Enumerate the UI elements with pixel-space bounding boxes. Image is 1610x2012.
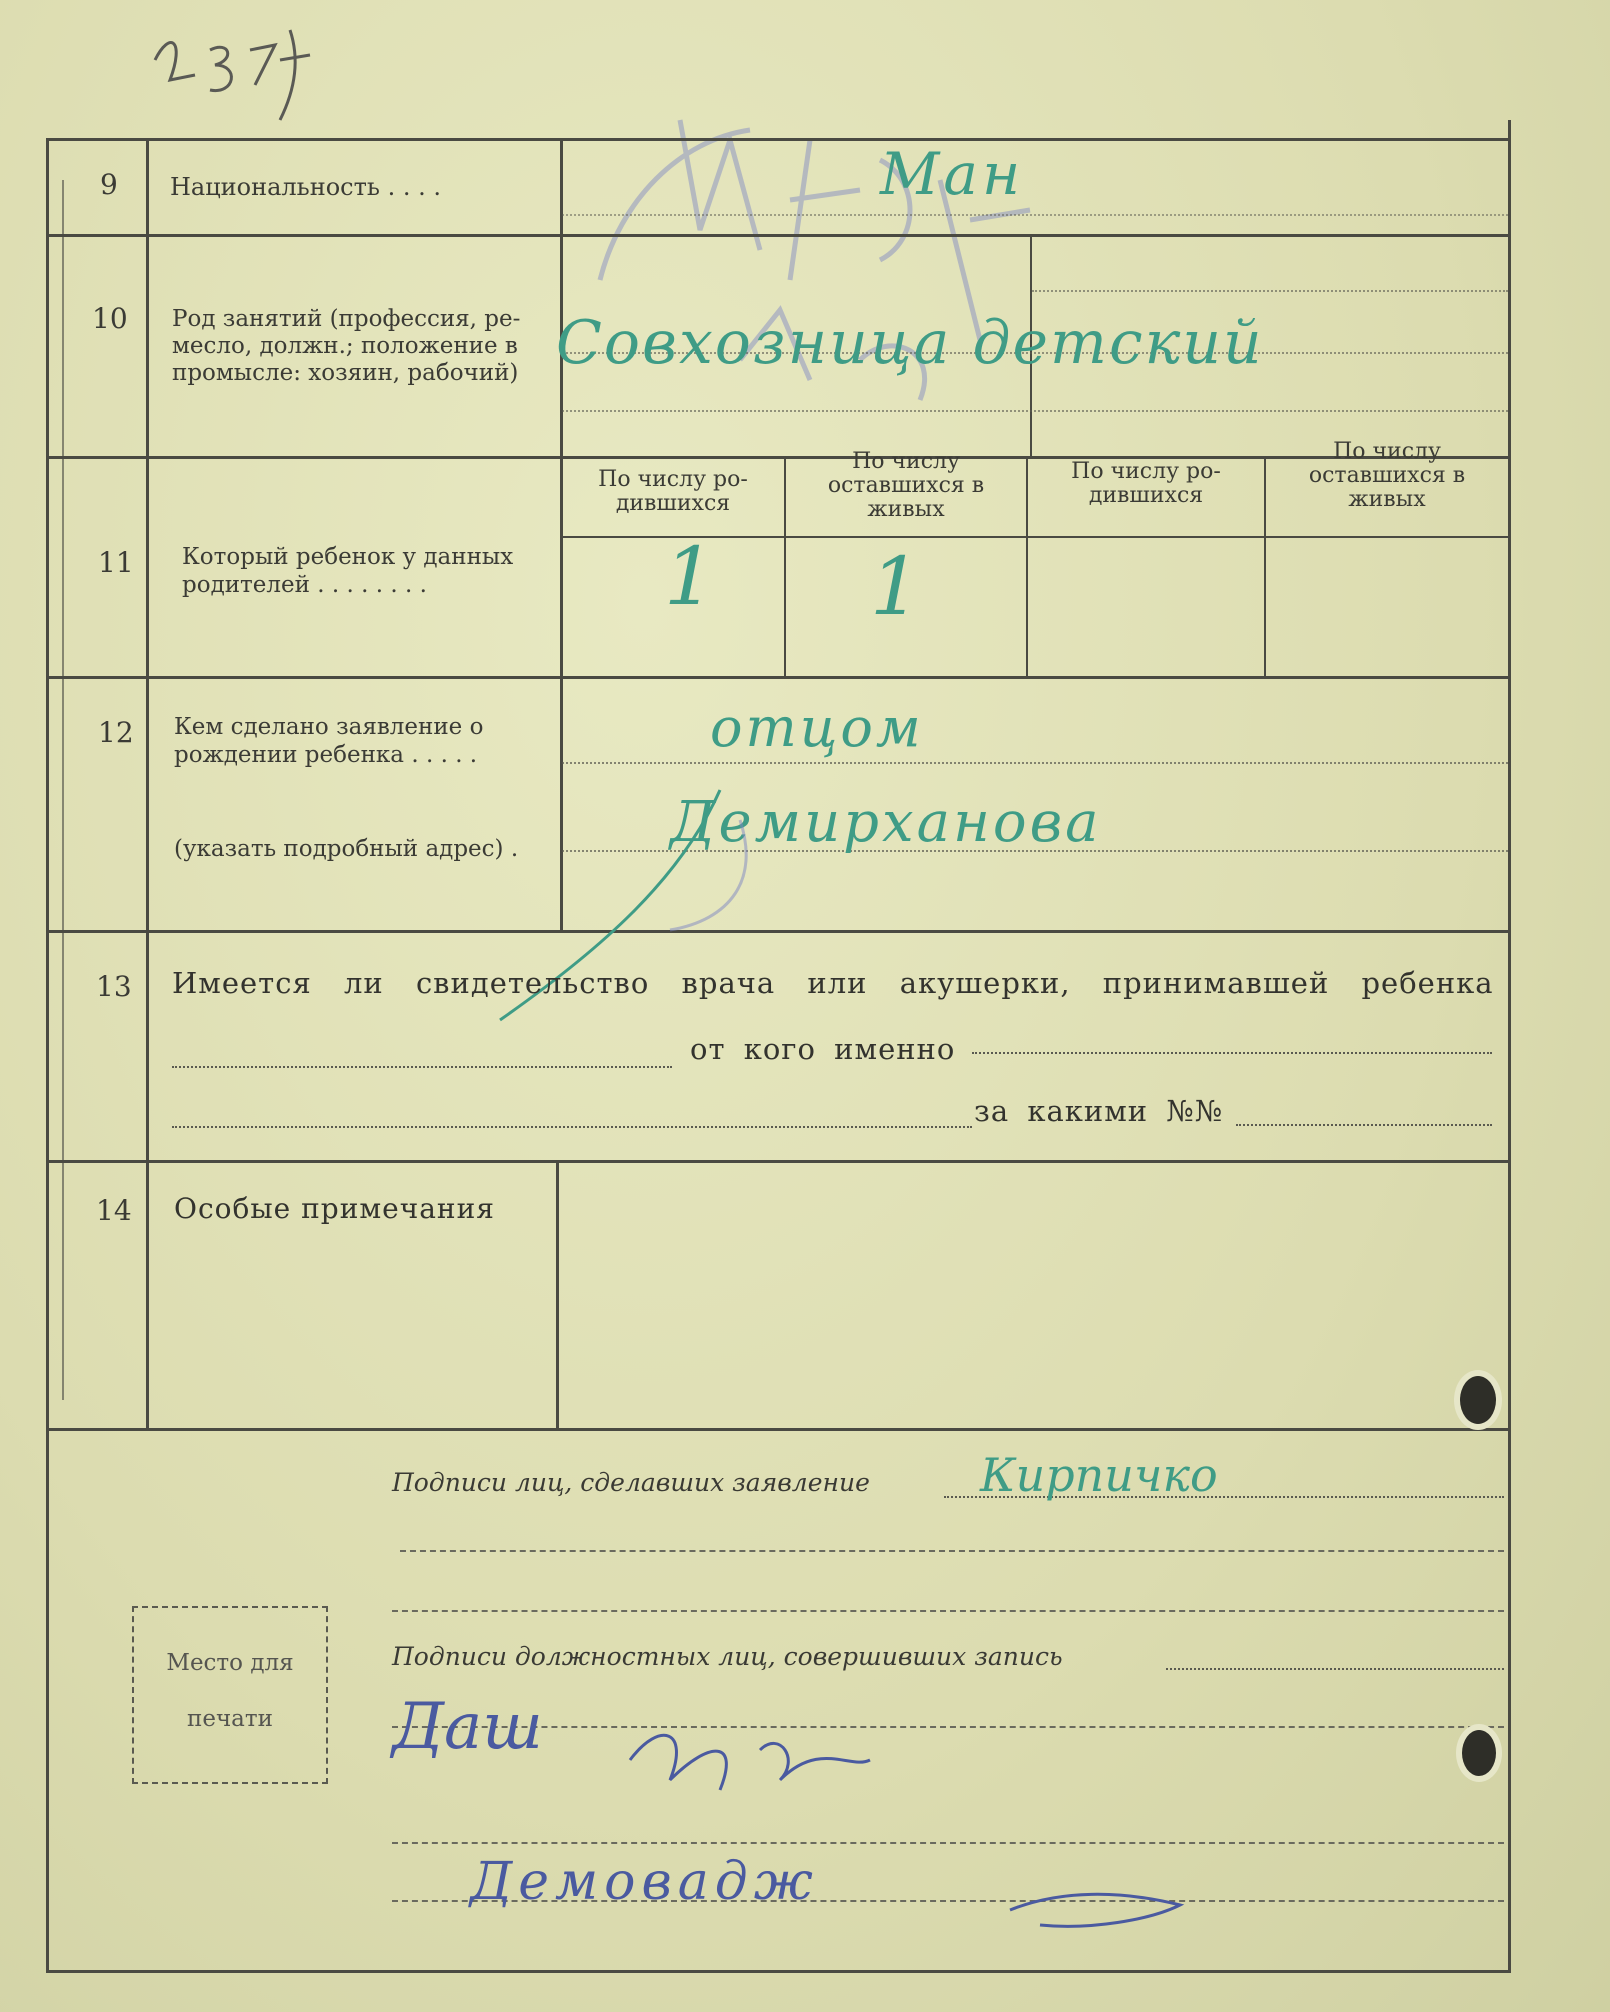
row-12-value-2: Демирханова: [670, 790, 1102, 855]
row-11-number: 11: [98, 546, 134, 579]
row13-dots-4: [1236, 1124, 1492, 1126]
row10-line-1: [1032, 290, 1508, 292]
row11-sub-3-line-2: дившихся: [1088, 483, 1204, 508]
officials-line-2: [392, 1726, 1504, 1728]
frame-bottom: [46, 1970, 1511, 1973]
row11-sub-1: [564, 468, 782, 516]
row-14-number: 14: [96, 1194, 132, 1227]
row11-col-div-2: [1026, 456, 1028, 676]
applicants-line-2: [400, 1550, 1504, 1552]
officials-line-1: [1166, 1668, 1504, 1670]
row-10-label-1: Род занятий (профессия, ре-: [172, 306, 521, 332]
row11-sub-4-line-1: По числу: [1333, 439, 1441, 464]
row11-col-div-3: [1264, 456, 1266, 676]
applicants-signature-label: Подписи лиц, сделавших заявление: [392, 1468, 870, 1497]
row-13-number: 13: [96, 970, 132, 1003]
row-12-label-extra: (указать подробный адрес) .: [174, 836, 519, 862]
row-10-label-3: промысле: хозяин, рабочий): [172, 360, 519, 386]
applicant-signature: Кирпичко: [980, 1448, 1218, 1502]
row-12-label-2: рождении ребенка . . . . .: [174, 742, 478, 768]
row13-dots-3: [172, 1126, 972, 1128]
row-10-label-2: месло, должн.; положение в: [172, 333, 518, 359]
row11-sub-3: [1030, 460, 1262, 508]
row-sep-14: [46, 1428, 1508, 1431]
row11-sub-1-line-2: дившихся: [615, 491, 731, 516]
row-14-label: Особые примечания: [174, 1192, 495, 1225]
row11-sub-2: [788, 450, 1024, 522]
officials-line-3: [392, 1842, 1504, 1844]
row-9-value: Ман: [880, 140, 1025, 208]
row-sep-13: [46, 1160, 1508, 1163]
frame-left-inner: [62, 180, 64, 1400]
binding-hole-bottom: [1462, 1730, 1496, 1776]
row12-pen-stroke: [480, 780, 800, 1040]
row11-sub-1-line-1: По числу ро-: [598, 467, 748, 492]
stamp-box-line-1: Место для: [166, 1650, 294, 1676]
official-signature-1-stroke: [600, 1700, 920, 1820]
row11-col-div-1: [784, 456, 786, 676]
row-sep-9: [46, 234, 1508, 237]
row-12-value-1: отцом: [710, 696, 924, 759]
row10-line-3: [562, 410, 1508, 412]
row-9-label: Национальность . . . .: [170, 173, 441, 201]
row-13-text-numbers: за какими №№: [974, 1094, 1224, 1128]
num-col-divider: [146, 138, 149, 1428]
row-13-text-main: Имеется ли свидетельство врача или акушерки, принимавшей ребенка: [172, 966, 1494, 1000]
row11-sub-2-line-3: живых: [867, 497, 945, 522]
row-10-value: Совхозница детский: [556, 308, 1264, 378]
row11-sub-2-line-1: По числу: [852, 449, 960, 474]
row-9-number: 9: [100, 168, 118, 201]
officials-signature-label: Подписи должностных лиц, совершивших запись: [392, 1642, 1063, 1671]
frame-right: [1508, 120, 1511, 1970]
official-signature-2: Демовадж: [470, 1852, 819, 1912]
row11-value-1: 1: [664, 530, 715, 623]
row11-value-2: 1: [870, 540, 921, 633]
row12-line-1: [562, 762, 1508, 764]
stamp-box-line-2: печати: [187, 1706, 273, 1732]
applicants-line-3: [392, 1610, 1504, 1612]
row-13-text-from: от кого именно: [690, 1032, 956, 1066]
row-12-number: 12: [98, 716, 134, 749]
row-12-label-1: Кем сделано заявление о: [174, 714, 484, 740]
row-11-label-1: Который ребенок у данных: [182, 544, 514, 570]
row13-dots-1: [172, 1066, 672, 1068]
stamp-place-box: [132, 1606, 328, 1784]
row-10-number: 10: [92, 302, 128, 335]
binding-hole-top: [1460, 1376, 1496, 1424]
row11-sub-3-line-1: По числу ро-: [1071, 459, 1221, 484]
page-number-handwriting: [140, 20, 320, 130]
row11-sub-4: [1268, 440, 1506, 512]
frame-left: [46, 138, 49, 1973]
row13-dots-2: [972, 1052, 1492, 1054]
row11-sub-4-line-3: живых: [1348, 487, 1426, 512]
label-col-divider-b: [556, 1160, 559, 1428]
official-signature-2-tail: [1000, 1880, 1200, 1940]
row9-dots: [562, 214, 1508, 216]
frame-top: [46, 138, 1511, 141]
row11-sub-4-line-2: оставшихся в: [1308, 463, 1466, 488]
row11-sub-2-line-2: оставшихся в: [827, 473, 985, 498]
official-signature-1: Даш: [392, 1690, 543, 1764]
row-11-label-2: родителей . . . . . . . .: [182, 572, 427, 598]
row-sep-11: [46, 676, 1508, 679]
